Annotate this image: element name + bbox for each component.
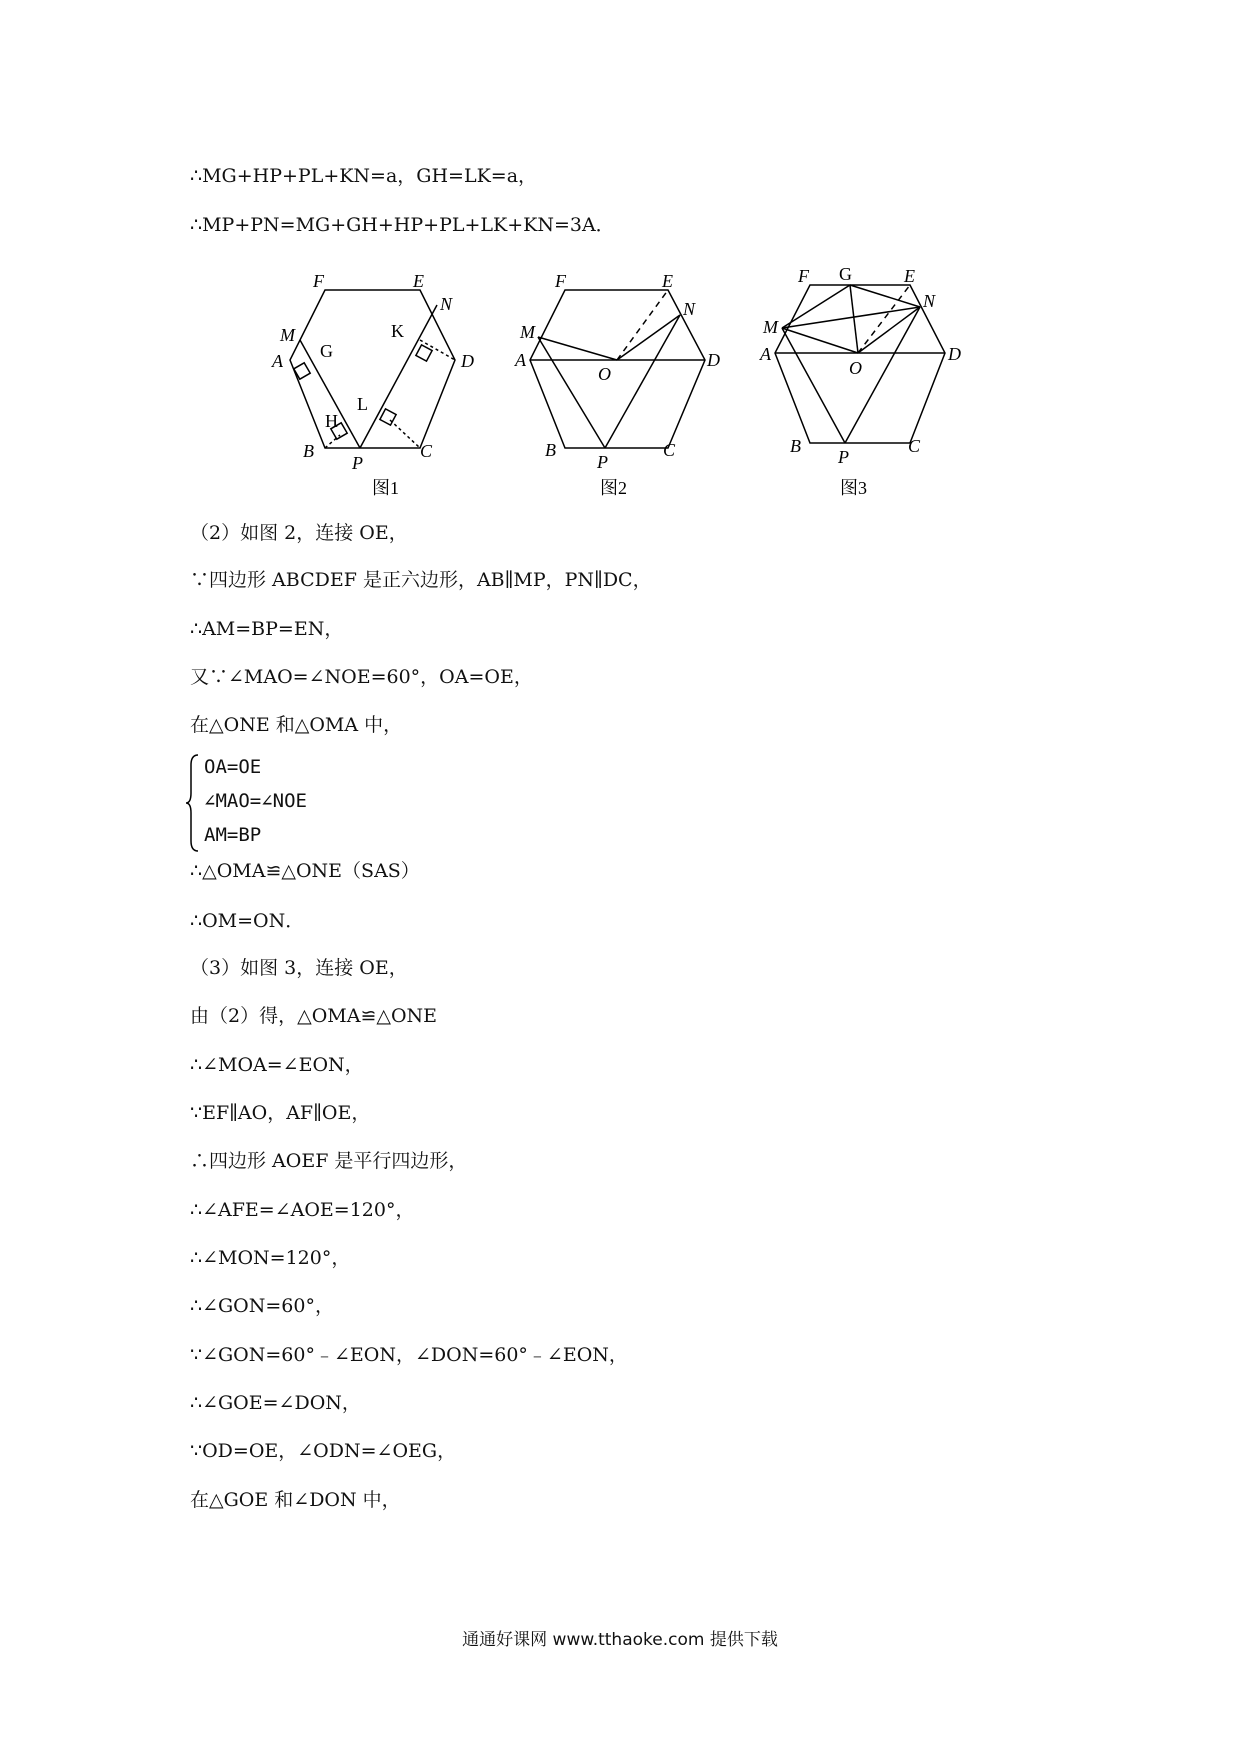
system-line-3: AM=BP <box>204 824 262 846</box>
text-line-10: （3）如图 3，连接 OE， <box>190 957 408 979</box>
text-line-3: （2）如图 2，连接 OE， <box>190 522 408 544</box>
text-line-17: ∴∠GON=60°， <box>190 1295 334 1317</box>
fig2-hexagon <box>530 290 705 448</box>
fig2-label-M: M <box>520 322 535 342</box>
text-line-12: ∴∠MOA=∠EON， <box>190 1054 364 1076</box>
figure-1 <box>290 290 455 448</box>
fig3-label-G: G <box>839 265 852 284</box>
text-line-18: ∵∠GON=60°﹣∠EON，∠DON=60°﹣∠EON， <box>190 1344 628 1366</box>
fig1-label-L: L <box>357 394 368 414</box>
fig1-label-N: N <box>440 294 453 314</box>
fig2-label-N: N <box>683 299 696 319</box>
system-line-1: OA=OE <box>204 756 262 778</box>
fig3-segment-MN <box>782 307 920 328</box>
system-brace <box>186 753 200 853</box>
fig2-segment-ON <box>617 315 680 360</box>
fig1-dashed-LC <box>390 420 420 448</box>
fig3-label-M: M <box>763 317 778 337</box>
fig2-label-A: A <box>515 350 526 370</box>
fig2-label-P: P <box>597 452 608 472</box>
system-line-2: ∠MAO=∠NOE <box>204 790 307 812</box>
page-footer: 通通好课网 www.tthaoke.com 提供下载 <box>462 1630 778 1650</box>
fig1-label-E: E <box>413 271 424 291</box>
fig2-label-B: B <box>545 440 556 460</box>
fig2-segment-PN <box>605 315 680 448</box>
fig1-label-G: G <box>320 341 333 361</box>
fig3-label-O: O <box>849 358 862 378</box>
figures-row <box>0 265 1240 505</box>
fig1-label-A: A <box>272 351 283 371</box>
text-line-8: ∴△OMA≌△ONE（SAS） <box>190 860 420 882</box>
fig1-label-P: P <box>352 453 363 473</box>
fig3-label-F: F <box>798 266 809 286</box>
fig3-label-D: D <box>948 344 961 364</box>
text-line-6: 又∵∠MAO=∠NOE=60°，OA=OE， <box>190 666 533 688</box>
fig1-label-H: H <box>325 411 338 431</box>
geometry-figures <box>0 265 1240 505</box>
text-line-5: ∴AM=BP=EN， <box>190 618 344 640</box>
figure-2 <box>530 290 705 448</box>
fig3-label-N: N <box>923 291 936 311</box>
text-line-11: 由（2）得，△OMA≌△ONE <box>190 1005 438 1027</box>
fig3-label-P: P <box>838 447 849 467</box>
text-line-1: ∴MG+HP+PL+KN=a，GH=LK=a， <box>190 165 538 187</box>
fig1-caption: 图1 <box>372 478 399 498</box>
fig1-dashed-BH <box>325 435 340 448</box>
fig1-right-angle-K <box>416 345 432 361</box>
fig3-segment-ON <box>858 307 920 353</box>
fig3-segment-GN <box>850 285 920 307</box>
fig1-label-M: M <box>280 325 295 345</box>
text-line-20: ∵OD=OE，∠ODN=∠OEG， <box>190 1440 457 1462</box>
text-line-7: 在△ONE 和△OMA 中， <box>190 714 403 736</box>
fig2-label-E: E <box>662 271 673 291</box>
fig3-segment-MG <box>782 285 850 328</box>
fig1-label-K: K <box>391 321 404 341</box>
fig3-label-A: A <box>760 344 771 364</box>
text-line-2: ∴MP+PN=MG+GH+HP+PL+LK+KN=3A． <box>190 214 615 236</box>
fig3-caption: 图3 <box>840 478 867 498</box>
fig2-caption: 图2 <box>600 478 627 498</box>
text-line-14: ∴四边形 AOEF 是平行四边形， <box>190 1150 468 1172</box>
fig1-label-C: C <box>420 441 433 461</box>
fig2-label-C: C <box>663 440 676 460</box>
fig3-label-C: C <box>908 436 921 456</box>
fig2-label-F: F <box>555 271 566 291</box>
fig1-label-D: D <box>461 351 474 371</box>
fig2-label-O: O <box>598 364 611 384</box>
text-line-9: ∴OM=ON． <box>190 910 305 932</box>
text-line-13: ∵EF∥AO，AF∥OE， <box>190 1102 371 1124</box>
text-line-19: ∴∠GOE=∠DON， <box>190 1392 361 1414</box>
fig3-label-B: B <box>790 436 801 456</box>
fig3-segment-GO <box>850 285 858 353</box>
text-line-15: ∴∠AFE=∠AOE=120°， <box>190 1199 415 1221</box>
text-line-4: ∵四边形 ABCDEF 是正六边形，AB∥MP，PN∥DC， <box>190 569 652 591</box>
fig3-label-E: E <box>904 266 915 286</box>
text-line-16: ∴∠MON=120°， <box>190 1247 351 1269</box>
text-line-21: 在△GOE 和∠DON 中， <box>190 1489 401 1511</box>
fig2-label-D: D <box>707 350 720 370</box>
fig1-label-B: B <box>303 441 314 461</box>
fig1-label-F: F <box>313 271 324 291</box>
fig1-right-angle-L <box>380 409 396 425</box>
